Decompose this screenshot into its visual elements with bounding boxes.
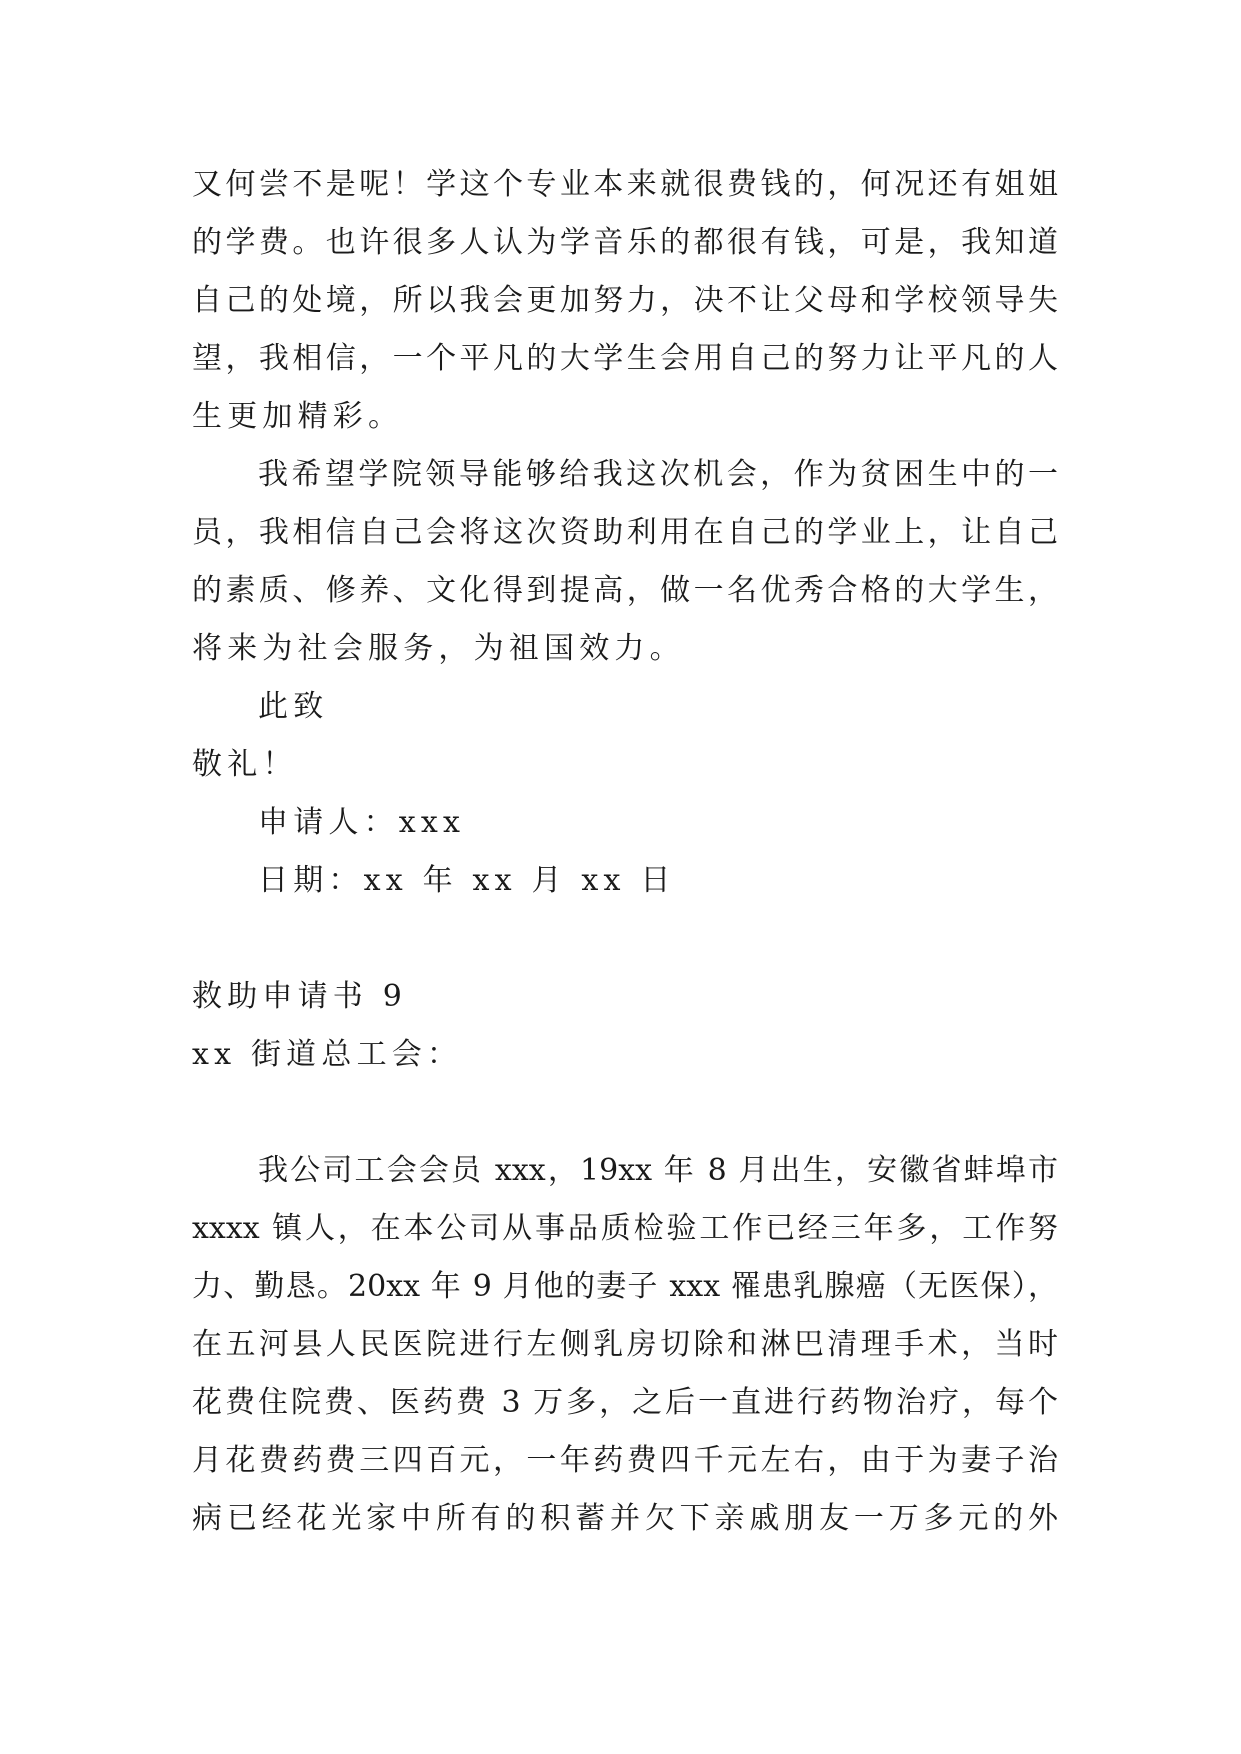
closing-salutation: 此致 <box>258 689 329 724</box>
body-text-line: 我公司工会会员 xxx，19xx 年 8 月出生，安徽省蚌埠市 <box>258 1153 1058 1188</box>
body-text-line: 生更加精彩。 <box>192 399 404 434</box>
closing-regards: 敬礼！ <box>192 747 298 782</box>
body-text-line: 的学费。也许很多人认为学音乐的都很有钱，可是，我知道 <box>192 225 1058 260</box>
body-text-line: 员，我相信自己会将这次资助利用在自己的学业上，让自己 <box>192 515 1058 550</box>
section-title: 救助申请书 9 <box>192 979 408 1014</box>
body-text-line: 力、勤恳。20xx 年 9 月他的妻子 xxx 罹患乳腺癌（无医保）， <box>192 1269 1058 1304</box>
body-text-line: 望，我相信，一个平凡的大学生会用自己的努力让平凡的人 <box>192 341 1058 376</box>
body-text-line: 月花费药费三四百元，一年药费四千元左右，由于为妻子治 <box>192 1443 1058 1478</box>
body-text-line: 花费住院费、医药费 3 万多，之后一直进行药物治疗，每个 <box>192 1385 1058 1420</box>
body-text-line: 又何尝不是呢！学这个专业本来就很费钱的，何况还有姐姐 <box>192 167 1058 202</box>
body-text-line: 病已经花光家中所有的积蓄并欠下亲戚朋友一万多元的外 <box>192 1501 1058 1536</box>
body-text-line: 的素质、修养、文化得到提高，做一名优秀合格的大学生， <box>192 573 1058 608</box>
addressee: xx 街道总工会： <box>192 1037 463 1072</box>
body-text-line: 我希望学院领导能够给我这次机会，作为贫困生中的一 <box>258 457 1058 492</box>
body-text-line: xxxx 镇人，在本公司从事品质检验工作已经三年多，工作努 <box>192 1211 1058 1246</box>
body-text-line: 将来为社会服务，为祖国效力。 <box>192 631 685 666</box>
body-text-line: 自己的处境，所以我会更加努力，决不让父母和学校领导失 <box>192 283 1058 318</box>
date-line: 日期：xx 年 xx 月 xx 日 <box>258 863 676 898</box>
body-text-line: 在五河县人民医院进行左侧乳房切除和淋巴清理手术，当时 <box>192 1327 1058 1362</box>
applicant-line: 申请人：xxx <box>258 805 466 840</box>
